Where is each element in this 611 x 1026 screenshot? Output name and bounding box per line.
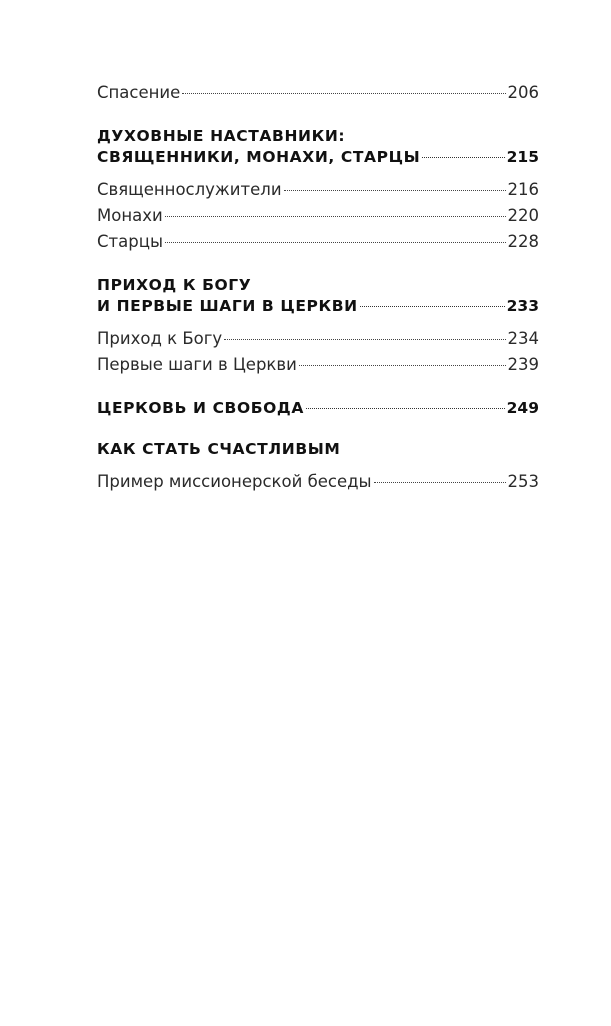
toc-section-heading bbox=[97, 439, 539, 460]
toc-entry-page: 234 bbox=[507, 329, 539, 348]
dot-leader bbox=[284, 190, 506, 191]
toc-entry-page: 228 bbox=[507, 232, 539, 251]
dot-leader bbox=[224, 339, 505, 340]
dot-leader bbox=[182, 93, 505, 94]
toc-entry bbox=[97, 352, 539, 378]
dot-leader bbox=[165, 216, 506, 217]
toc-entry-page: 216 bbox=[507, 180, 539, 199]
dot-leader bbox=[165, 242, 506, 243]
section-heading-line1: ДУХОВНЫЕ НАСТАВНИКИ: bbox=[97, 127, 346, 145]
toc-entry-page: 253 bbox=[507, 472, 539, 491]
dot-leader bbox=[422, 157, 504, 158]
dot-leader bbox=[306, 408, 505, 409]
toc-entry-page: 239 bbox=[507, 355, 539, 374]
section-heading-title: КАК СТАТЬ СЧАСТЛИВЫМ bbox=[97, 440, 341, 458]
toc-entry bbox=[97, 177, 539, 203]
toc-entry-title: Пример миссионерской беседы bbox=[97, 472, 372, 491]
toc-entry-page: 220 bbox=[507, 206, 539, 225]
toc-entry-title: Первые шаги в Церкви bbox=[97, 355, 297, 374]
section-heading-line2: СВЯЩЕННИКИ, МОНАХИ, СТАРЦЫ bbox=[97, 148, 421, 166]
toc-entry-page: 206 bbox=[507, 83, 539, 102]
toc-entry bbox=[97, 469, 539, 495]
dot-leader bbox=[374, 482, 506, 483]
section-heading-page: 249 bbox=[506, 399, 539, 417]
section-heading-title: ЦЕРКОВЬ И СВОБОДА bbox=[97, 399, 304, 417]
table-of-contents bbox=[97, 80, 539, 495]
section-heading-line1: ПРИХОД К БОГУ bbox=[97, 276, 252, 294]
toc-entry bbox=[97, 229, 539, 255]
section-heading-page: 233 bbox=[506, 297, 539, 315]
toc-entry-title: Спасение bbox=[97, 83, 181, 102]
dot-leader bbox=[360, 306, 505, 307]
toc-entry bbox=[97, 203, 539, 229]
toc-section-heading bbox=[97, 275, 539, 317]
toc-entry-title: Приход к Богу bbox=[97, 329, 223, 348]
toc-entry-title: Священнослужители bbox=[97, 180, 282, 199]
section-heading-page: 215 bbox=[506, 148, 539, 166]
section-heading-line2: И ПЕРВЫЕ ШАГИ В ЦЕРКВИ bbox=[97, 297, 358, 315]
toc-section-heading bbox=[97, 126, 539, 168]
toc-entry bbox=[97, 326, 539, 352]
toc-section-heading bbox=[97, 398, 539, 419]
toc-entry-title: Старцы bbox=[97, 232, 163, 251]
toc-entry bbox=[97, 80, 539, 106]
dot-leader bbox=[299, 365, 506, 366]
toc-entry-title: Монахи bbox=[97, 206, 163, 225]
